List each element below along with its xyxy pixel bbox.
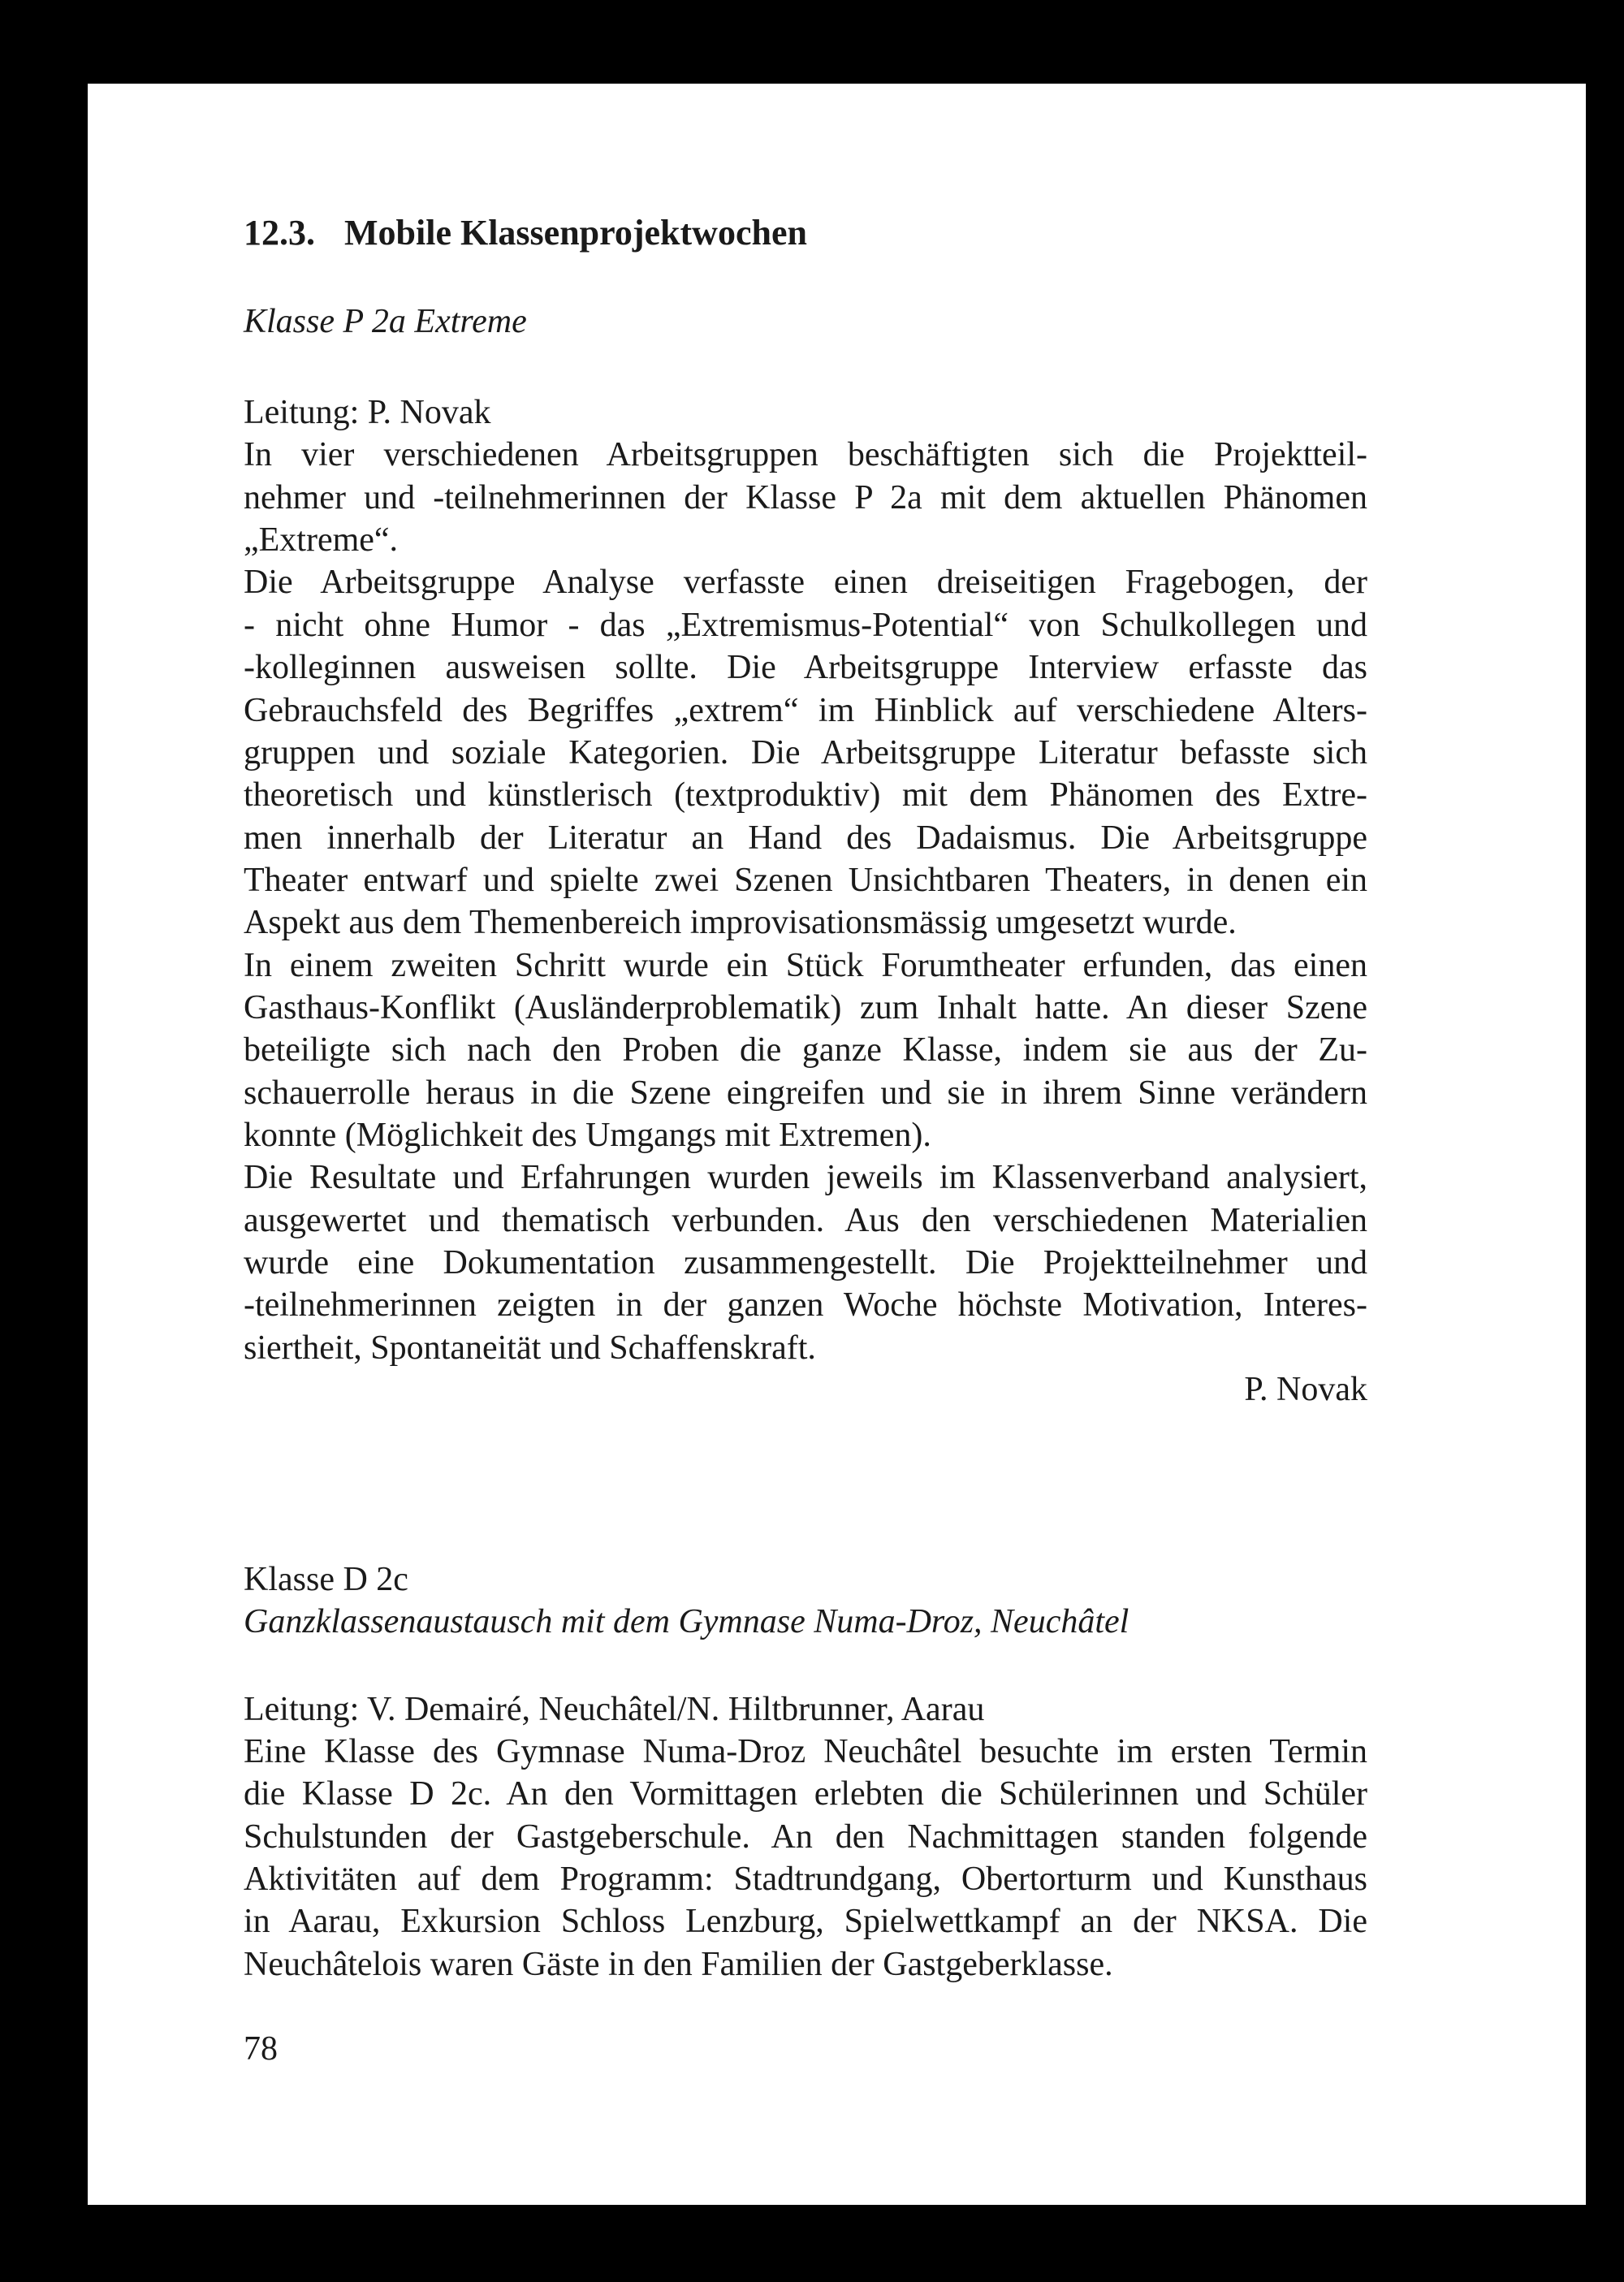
- document-page: [88, 84, 1586, 2205]
- body-line: Aktivitäten auf dem Programm: Stadtrundgang, Obertorturm und Kunsthaus: [244, 1861, 1367, 1898]
- body-line: „Extreme“.: [244, 521, 399, 559]
- body-line: Schulstunden der Gastgeberschule. An den Nachmittagen standen folgende: [244, 1818, 1367, 1856]
- body-line: theoretisch und künstlerisch (textproduktiv) mit dem Phänomen des Extre-: [244, 776, 1367, 814]
- body-line: in Aarau, Exkursion Schloss Lenzburg, Spielwettkampf an der NKSA. Die: [244, 1903, 1367, 1940]
- body-line: Gebrauchsfeld des Begriffes „extrem“ im Hinblick auf verschiedene Alters-: [244, 692, 1367, 729]
- project1-class-title: Klasse P 2a Extreme: [244, 303, 527, 340]
- body-line: Die Resultate und Erfahrungen wurden jeweils im Klassenverband analysiert,: [244, 1159, 1367, 1196]
- project2-subtitle: Ganzklassenaustausch mit dem Gymnase Numa-Droz, Neuchâtel: [244, 1603, 1129, 1640]
- body-line: In einem zweiten Schritt wurde ein Stück Forumtheater erfunden, das einen: [244, 947, 1367, 984]
- body-line: gruppen und soziale Kategorien. Die Arbeitsgruppe Literatur befasste sich: [244, 734, 1367, 771]
- section-heading: [244, 211, 1367, 255]
- project1-leitung: Leitung: P. Novak: [244, 394, 491, 431]
- body-line: Neuchâtelois waren Gäste in den Familien der Gastgeberklasse.: [244, 1946, 1113, 1983]
- body-line: -kolleginnen ausweisen sollte. Die Arbeitsgruppe Interview erfasste das: [244, 649, 1367, 686]
- body-line: ausgewertet und thematisch verbunden. Aus den verschiedenen Materialien: [244, 1202, 1367, 1239]
- project2-class-title: Klasse D 2c: [244, 1561, 408, 1598]
- body-line: nehmer und -teilnehmerinnen der Klasse P 2a mit dem aktuellen Phänomen: [244, 479, 1367, 516]
- body-line: wurde eine Dokumentation zusammengestellt. Die Projektteilnehmer und: [244, 1244, 1367, 1281]
- body-line: schauerrolle heraus in die Szene eingreifen und sie in ihrem Sinne verändern: [244, 1074, 1367, 1112]
- project1-signature: P. Novak: [1244, 1371, 1367, 1408]
- body-line: men innerhalb der Literatur an Hand des Dadaismus. Die Arbeitsgruppe: [244, 819, 1367, 857]
- body-line: Theater entwarf und spielte zwei Szenen Unsichtbaren Theaters, in denen ein: [244, 862, 1367, 899]
- body-line: In vier verschiedenen Arbeitsgruppen beschäftigten sich die Projektteil-: [244, 436, 1367, 473]
- body-line: Gasthaus-Konflikt (Ausländerproblematik) zum Inhalt hatte. An dieser Szene: [244, 989, 1367, 1026]
- page-number: 78: [244, 2030, 278, 2068]
- body-line: - nicht ohne Humor - das „Extremismus-Potential“ von Schulkollegen und: [244, 607, 1367, 644]
- body-line: konnte (Möglichkeit des Umgangs mit Extremen).: [244, 1117, 931, 1154]
- body-line: Eine Klasse des Gymnase Numa-Droz Neuchâtel besuchte im ersten Termin: [244, 1733, 1367, 1770]
- body-line: beteiligte sich nach den Proben die ganze Klasse, indem sie aus der Zu-: [244, 1031, 1367, 1069]
- section-number: 12.3.: [244, 213, 315, 253]
- section-title: Mobile Klassenprojektwochen: [344, 213, 807, 253]
- body-line: siertheit, Spontaneität und Schaffenskraft.: [244, 1329, 816, 1367]
- project2-leitung: Leitung: V. Demairé, Neuchâtel/N. Hiltbrunner, Aarau: [244, 1691, 985, 1728]
- body-line: -teilnehmerinnen zeigten in der ganzen Woche höchste Motivation, Interes-: [244, 1286, 1367, 1324]
- body-line: Aspekt aus dem Themenbereich improvisationsmässig umgesetzt wurde.: [244, 904, 1237, 941]
- text-column: [244, 84, 1367, 2205]
- body-line: Die Arbeitsgruppe Analyse verfasste einen dreiseitigen Fragebogen, der: [244, 564, 1367, 601]
- body-line: die Klasse D 2c. An den Vormittagen erlebten die Schülerinnen und Schüler: [244, 1775, 1367, 1813]
